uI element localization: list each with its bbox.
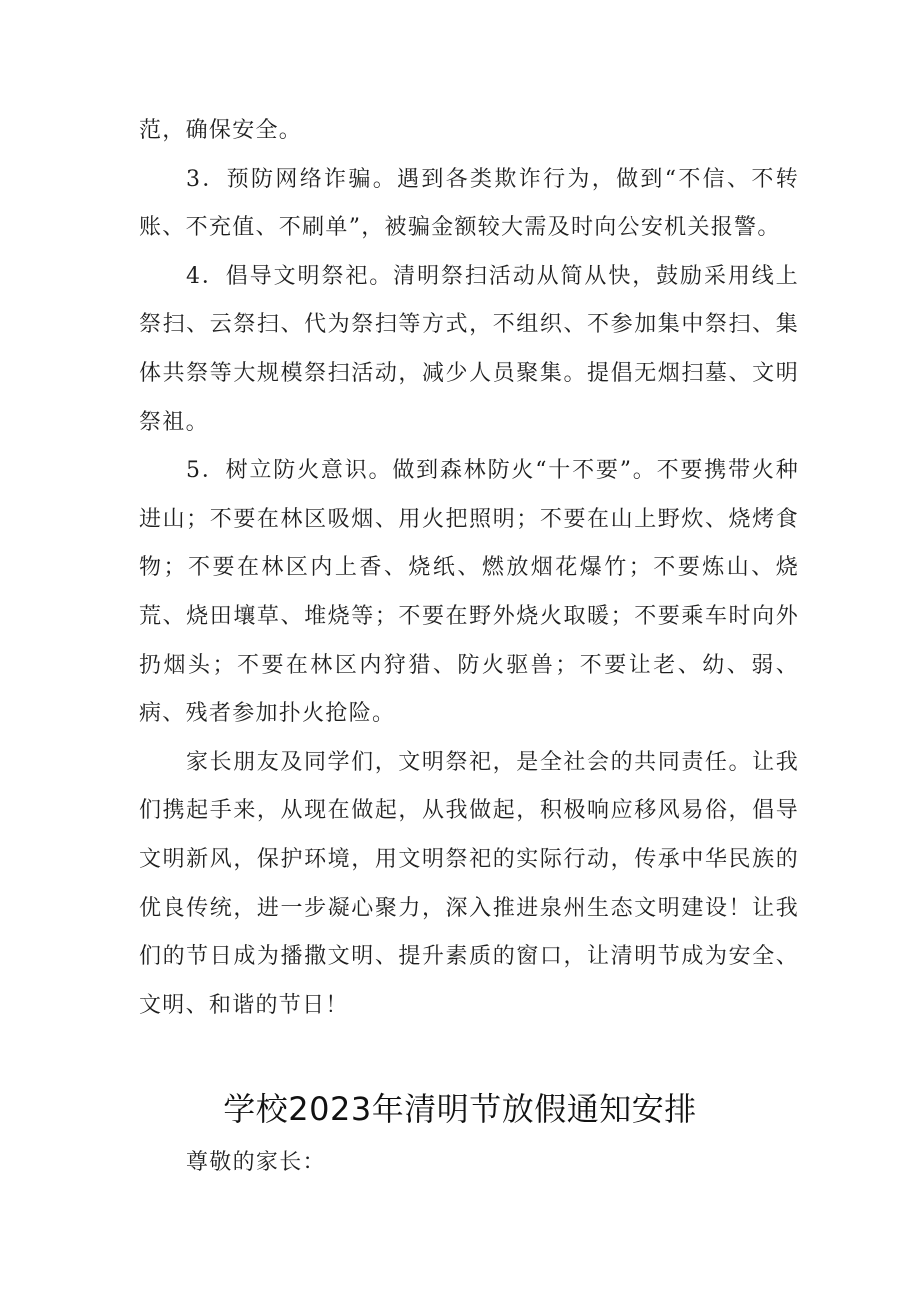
- salutation: 尊敬的家长：: [186, 1150, 326, 1175]
- document-body: [139, 107, 799, 1030]
- document-heading: 学校2023年清明节放假通知安排: [223, 1090, 697, 1128]
- paragraph-continuation: 范，确保安全。: [139, 118, 303, 143]
- paragraph-closing: 家长朋友及同学们，文明祭祀，是全社会的共同责任。让我们携起手来，从现在做起，从我做起，积极响应移风易俗，倡导文明新风，保护环境，用文明祭祀的实际行动，传承中华民族的优良传统，进一步凝心聚力，深入推进泉州生态文明建设！让我们的节日成为播撒文明、提升素质的窗口，让清明节成为安全、文明、和谐的节日！: [139, 749, 799, 1018]
- paragraph-item-4: 4．倡导文明祭祀。清明祭扫活动从简从快，鼓励采用线上祭扫、云祭扫、代为祭扫等方式，不组织、不参加集中祭扫、集体共祭等大规模祭扫活动，减少人员聚集。提倡无烟扫墓、文明祭祖。: [139, 263, 799, 435]
- paragraph-item-3: 3．预防网络诈骗。遇到各类欺诈行为，做到“不信、不转账、不充值、不刷单”，被骗金额较大需及时向公安机关报警。: [139, 166, 799, 241]
- paragraph-item-5: 5．树立防火意识。做到森林防火“十不要”。不要携带火种进山；不要在林区吸烟、用火把照明；不要在山上野炊、烧烤食物；不要在林区内上香、烧纸、燃放烟花爆竹；不要炼山、烧荒、烧田壤草、堆烧等；不要在野外烧火取暖；不要乘车时向外扔烟头；不要在林区内狩猎、防火驱兽；不要让老、幼、弱、病、残者参加扑火抢险。: [139, 458, 799, 727]
